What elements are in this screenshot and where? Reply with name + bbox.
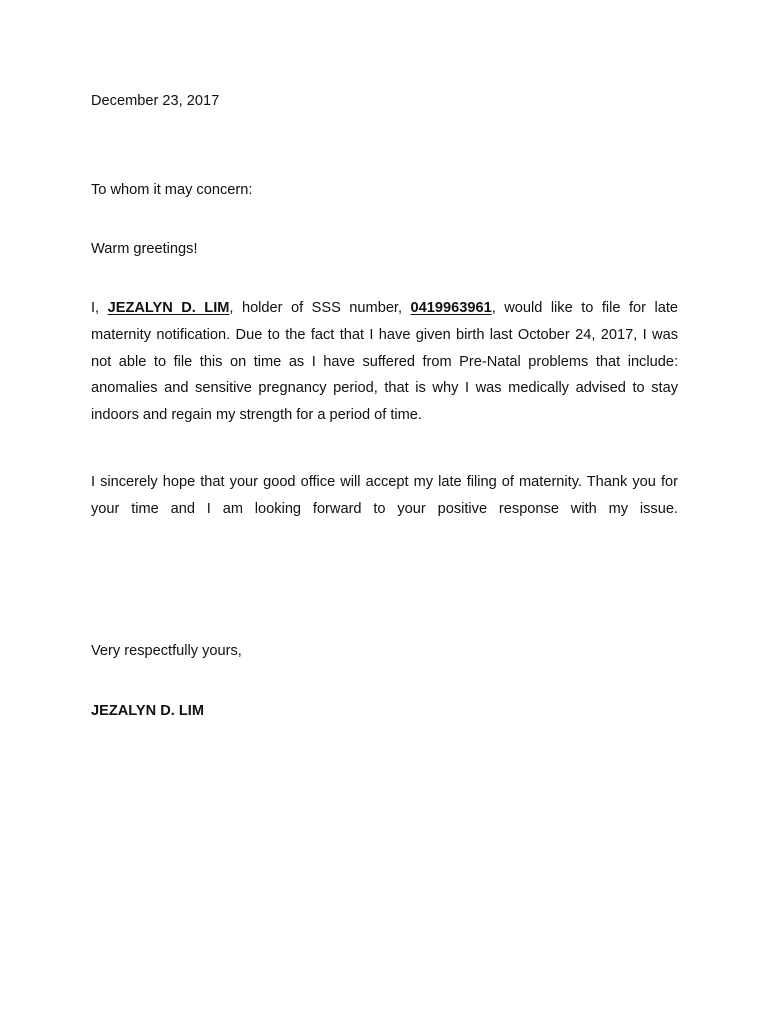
sss-number: 0419963961 [410,300,492,316]
letter-closing: Very respectfully yours, [91,643,242,659]
letter-date: December 23, 2017 [91,93,220,109]
letter-salutation: To whom it may concern: [91,182,253,198]
letter-greeting: Warm greetings! [91,241,198,257]
signature-name: JEZALYN D. LIM [91,703,204,719]
letter-body-paragraph-2: I sincerely hope that your good office will accept my late filing of maternity. Thank you for your time and I am looking forward to your positive response with my issue. [91,474,678,517]
letter-body-paragraph-1 [91,295,678,429]
body1-prefix: I, [91,300,108,316]
body1-rest: , would like to file for late maternity notification. Due to the fact that I have given birth last October 24, 2017, I was not able to file this on time as I have suffered from Pre-Natal problems that include: anomalies and sensitive pregnancy period, that is why I was medically advised to stay indoors and regain my strength for a period of time. [91,300,678,424]
applicant-name: JEZALYN D. LIM [107,300,230,316]
body1-mid: , holder of SSS number, [229,300,411,316]
